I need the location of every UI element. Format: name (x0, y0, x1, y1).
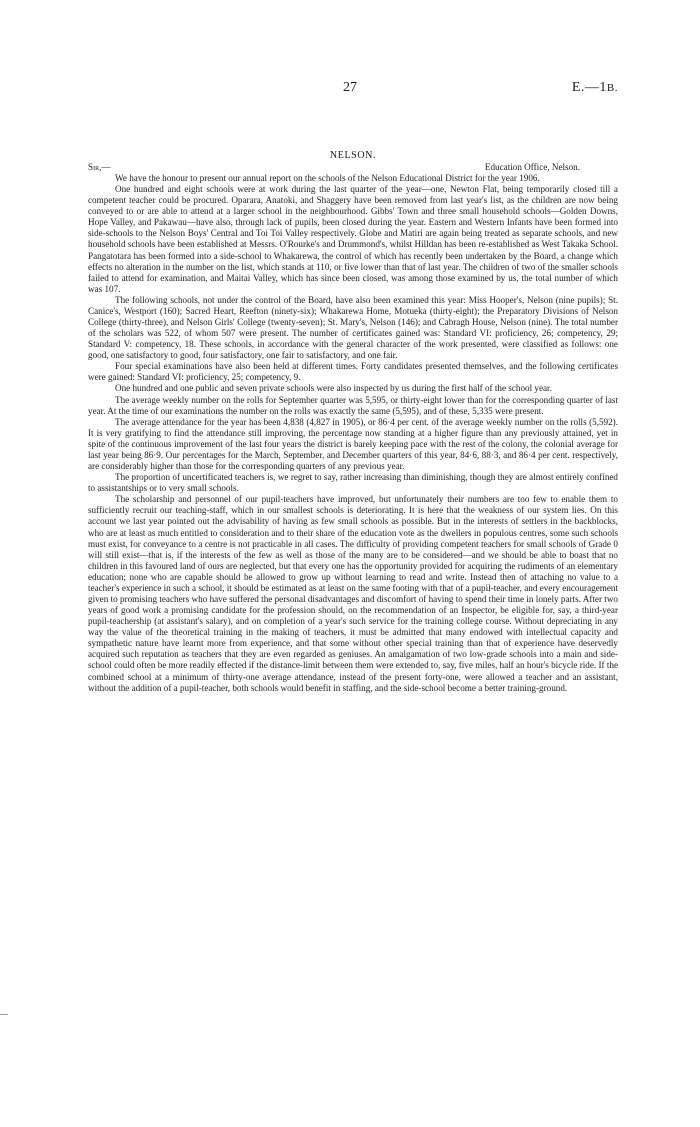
report-body (88, 150, 618, 694)
paragraph-inspections: One hundred and one public and seven private schools were also inspected by us during the first half of the school year. (115, 383, 552, 394)
paragraph-uncertificated-teachers: The proportion of uncertificated teachers is, we regret to say, rather increasing than diminishing, though they are almost entirely confined to assistantships or to very small schools. (88, 472, 618, 494)
page-reference-main: E.—1 (571, 80, 607, 95)
office-address: Education Office, Nelson. (484, 162, 580, 172)
paragraph-weekly-roll: The average weekly number on the rolls for September quarter was 5,595, or thirty-eight lower than for the corresponding quarter of last year. At the time of our examinations the number on the rolls was exactly the same (5,595), and of these, 5,335 were present. (88, 394, 618, 416)
salutation: Sir,— (88, 162, 111, 172)
paragraph-attendance: The average attendance for the year has been 4,838 (4,827 in 1905), or 86·4 per cent. of the average weekly number on the rolls (5,592). It is very gratifying to find the attendance still improving, the percentage now standing at a higher figure than any previously attained, yet in spite of the continuous improvement of the last four years the district is barely keeping pace with the rest of the colony, the colonial average for last year being 86·9. Our percentages for the March, September, and December quarters of this year, 84·6, 88·3, and 86·4 per cent. respectively, are considerably higher than those for the corresponding quarters of any previous year. (88, 416, 618, 472)
section-title: NELSON. (329, 150, 377, 161)
page-reference-suffix: B. (606, 82, 618, 94)
margin-mark (0, 1014, 8, 1015)
salutation-row (88, 162, 618, 173)
paragraph-private-schools: The following schools, not under the control of the Board, have also been examined this year: Miss Hooper's, Nelson (nine pupils); St. Canice's, Westport (160); Sacred Heart, Reefton (ninety-six); Whakarewa Home, Motueka (thirty-eight); the Preparatory Divisions of Nelson College (thirty-three), and Nelson Girls' College (twenty-seven); St. Mary's, Nelson (146); and Cabragh House, Nelson (nine). The total number of the scholars was 522, of whom 507 were present. The number of certificates gained was: Standard VI: proficiency, 26; competency, 29; Standard V: competency, 18. These schools, in accordance with the general character of the work presented, were classified as follows: one good, one satisfactory to good, four satisfactory, one fair to satisfactory, and one fair. (88, 294, 618, 361)
page-reference (572, 80, 618, 96)
paragraph-introduction: We have the honour to present our annual report on the schools of the Nelson Educational District for the year 1906. (115, 173, 540, 183)
paragraph-pupil-teachers: The scholarship and personnel of our pupil-teachers have improved, but unfortunately their numbers are too few to enable them to sufficiently recruit our teaching-staff, which in our smallest schools is deteriorating. It is here that the weakness of our system lies. On this account we last year pointed out the advisability of having as few small schools as possible. But in the interests of settlers in the backblocks, who are at least as much entitled to consideration and to their share of the education vote as the dwellers in populous centres, some such schools must exist, for conveyance to a centre is not practicable in all cases. The difficulty of providing competent teachers for small schools of Grade 0 will still exist—that is, if the interests of the few as well as those of the many are to be considered—and we should be able to boast that no children in this favoured land of ours are neglected, but that every one has the opportunity provided for acquiring the rudiments of an elementary education; none who are capable should be allowed to grow up without learning to read and write. Instead then of attaching no value to a teacher's experience in such a school, it should be estimated as at least on the same footing with that of a pupil-teacher, and every encouragement given to promising teachers who have suffered the personal disadvantages and discomfort of having to spend their time in lonely parts. After two years of good work a promising candidate for the profession should, on the recommendation of an Inspector, be eligible for, say, a third-year pupil-teachership (at assistant's salary), and on completion of a year's such service for the training college course. Without depreciating in any way the value of the theoretical training in the making of teachers, it must be admitted that many endowed with intellectual capacity and sympathetic nature have learnt more from experience, and that some without other special training than that of experience have deservedly acquired such reputation as teachers that they are even regarded as geniuses. An amalgamation of two low-grade schools into a main and side-school could often be more readily effected if the distance-limit between them were extended to, say, five miles, half an hour's bicycle ride. If the combined school at a minimum of thirty-one average attendance, instead of the present forty-one, were allowed a teacher and an assistant, without the addition of a pupil-teacher, both schools would benefit in staffing, and the side-school become a better training-ground. (88, 494, 618, 693)
paragraph-schools-at-work: One hundred and eight schools were at work during the last quarter of the year—one, Newton Flat, being temporarily closed till a competent teacher could be procured. Oparara, Anatoki, and Shaggery have been removed from last year's list, as the children are now being conveyed to or are able to attend at a larger school in the neighbourhood. Gibbs' Town and three small household schools—Golden Downs, Hope Valley, and Pakawau—have also, through lack of pupils, been closed during the year. Eastern and Western Infants have been formed into side-schools to the Nelson Boys' Central and Toi Toi Valley respectively. Globe and Matiri are again being treated as separate schools, and new household schools have been established at Messrs. O'Rourke's and Drummond's, whilst Hilldan has been re-established as West Takaka School. Pangatotara has been formed into a side-school to Whakarewa, the control of which has recently been undertaken by the Board, a change which effects no alteration in the number on the list, which stands at 110, or five lower than that of last year. The children of two of the smaller schools failed to attend for examination, and Maitai Valley, which has since been closed, was among those examined by us, the total number of which was 107. (88, 184, 618, 294)
page-number: 27 (343, 80, 357, 95)
page-header (0, 80, 700, 102)
paragraph-special-examinations: Four special examinations have also been held at different times. Forty candidates presented themselves, and the following certificates were gained: Standard VI: proficiency, 25; competency, 9. (88, 361, 618, 383)
